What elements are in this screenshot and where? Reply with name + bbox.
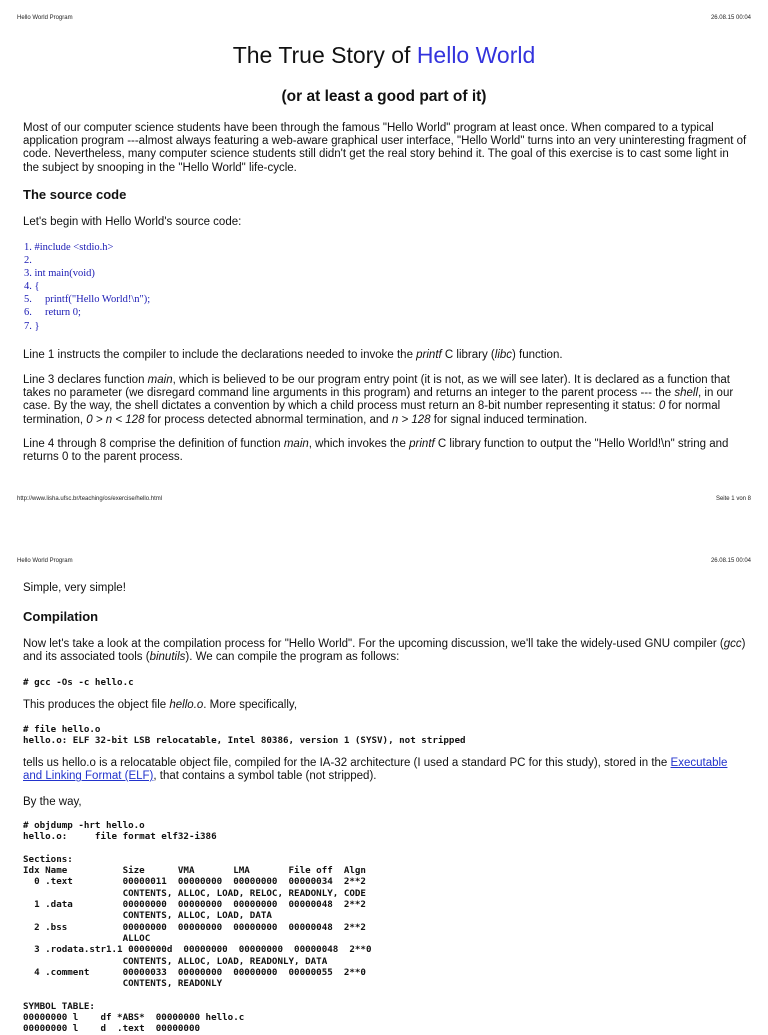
gcc-command: # gcc -Os -c hello.c	[23, 677, 134, 688]
code-line: 1. #include <stdio.h>	[24, 242, 114, 253]
page-title: The True Story of Hello World	[232, 42, 536, 68]
code-line: 7. }	[24, 320, 40, 332]
code-line: 3. int main(void)	[24, 268, 95, 280]
header-timestamp: 26.08.15 00:04	[710, 558, 751, 564]
line3-paragraph: Line 3 declares function main, which is believed to be our program entry point (it is not, as we will see later). It is declared as a function that takes no parameter (we disregard command line arguments in this program) and returns an integer to the parent process --- the shell, in our case. By the way, the shell dictates a convention by which a child process must return an 8-bit number representing it status: 0 for normal termination, 0 > n < 128 for process detected abnormal termination, and n > 128 for signal induced termination.	[23, 374, 734, 426]
footer-page-number: Seite 1 von 8	[715, 496, 751, 502]
page-header	[17, 15, 751, 21]
source-code-listing	[24, 241, 150, 333]
page-subtitle: (or at least a good part of it)	[281, 88, 487, 105]
elf-link[interactable]: Executable and Linking Format (ELF)	[23, 757, 728, 783]
compilation-intro: Now let's take a look at the compilation process for "Hello World". For the upcoming discussion, we'll take the widely-used GNU compiler (gcc) and its associated tools (binutils). We can compile the program as follows:	[23, 638, 746, 664]
section-heading-compilation: Compilation	[23, 609, 99, 624]
code-line: 4. {	[24, 281, 40, 293]
code-line: 5. printf("Hello World!\n");	[24, 294, 151, 306]
section-heading-source: The source code	[23, 187, 127, 202]
tells-paragraph: tells us hello.o is a relocatable object file, compiled for the IA-32 architecture (I used a standard PC for this study), stored in the Executable and Linking Format (ELF), that contains a symbol table (not stripped).	[23, 757, 728, 783]
code-line: 6. return 0;	[24, 307, 81, 319]
objdump-output: # objdump -hrt hello.o hello.o: file format elf32-i386 Sections: Idx Name Size VMA LMA File off Algn 0 .text 00000011 00000000 00000000 00000034 2**2 CONTENTS, ALLOC, LOAD, RELOC, READONLY, CODE 1 .data 00000000 00000000 00000000 00000048 2**2 CONTENTS, ALLOC, LOAD, DATA 2 .bss 00000000 00000000 00000000 00000048 2**2 ALLOC 3 .rodata.str1.1 0000000d 00000000 00000000 00000048 2**0 CONTENTS, ALLOC, LOAD, READONLY, DATA 4 .comment 00000033 00000000 00000000 00000055 2**0 CONTENTS, READONLY SYMBOL TABLE: 00000000 l df *ABS* 00000000 hello.c 00000000 l d .text 00000000	[23, 820, 372, 1035]
header-timestamp: 26.08.15 00:04	[710, 15, 751, 21]
title-highlight: Hello World	[416, 42, 536, 68]
produces-paragraph: This produces the object file hello.o. More specifically,	[23, 699, 298, 711]
intro-paragraph: Most of our computer science students have been through the famous "Hello World" program at least once. When compared to a typical application program ---almost always featuring a web-aware graphical user interface, "Hello World" turns into an very uninteresting fragment of code. Nevertheless, many computer science students still didn't get the real story behind it. The goal of this exercise is to cast some light in the subject by snooping in the "Hello World" life-cycle.	[23, 122, 747, 174]
source-lead: Let's begin with Hello World's source code:	[23, 216, 242, 228]
line1-paragraph: Line 1 instructs the compiler to include the declarations needed to invoke the printf C library (libc) function.	[23, 349, 563, 361]
header-title: Hello World Program	[17, 558, 73, 564]
byway-paragraph: By the way,	[23, 796, 82, 808]
page-header	[17, 558, 751, 564]
file-command-output: # file hello.o hello.o: ELF 32-bit LSB relocatable, Intel 80386, version 1 (SYSV), not stripped	[23, 724, 466, 747]
code-line: 2.	[24, 255, 32, 267]
header-title: Hello World Program	[17, 15, 73, 21]
footer-url: http://www.lisha.ufsc.br/teaching/os/exercise/hello.html	[17, 496, 163, 502]
line4-paragraph: Line 4 through 8 comprise the definition of function main, which invokes the printf C library function to output the "Hello World!\n" string and returns 0 to the parent process.	[23, 438, 729, 464]
simple-paragraph: Simple, very simple!	[23, 582, 126, 594]
page-footer	[17, 496, 751, 502]
